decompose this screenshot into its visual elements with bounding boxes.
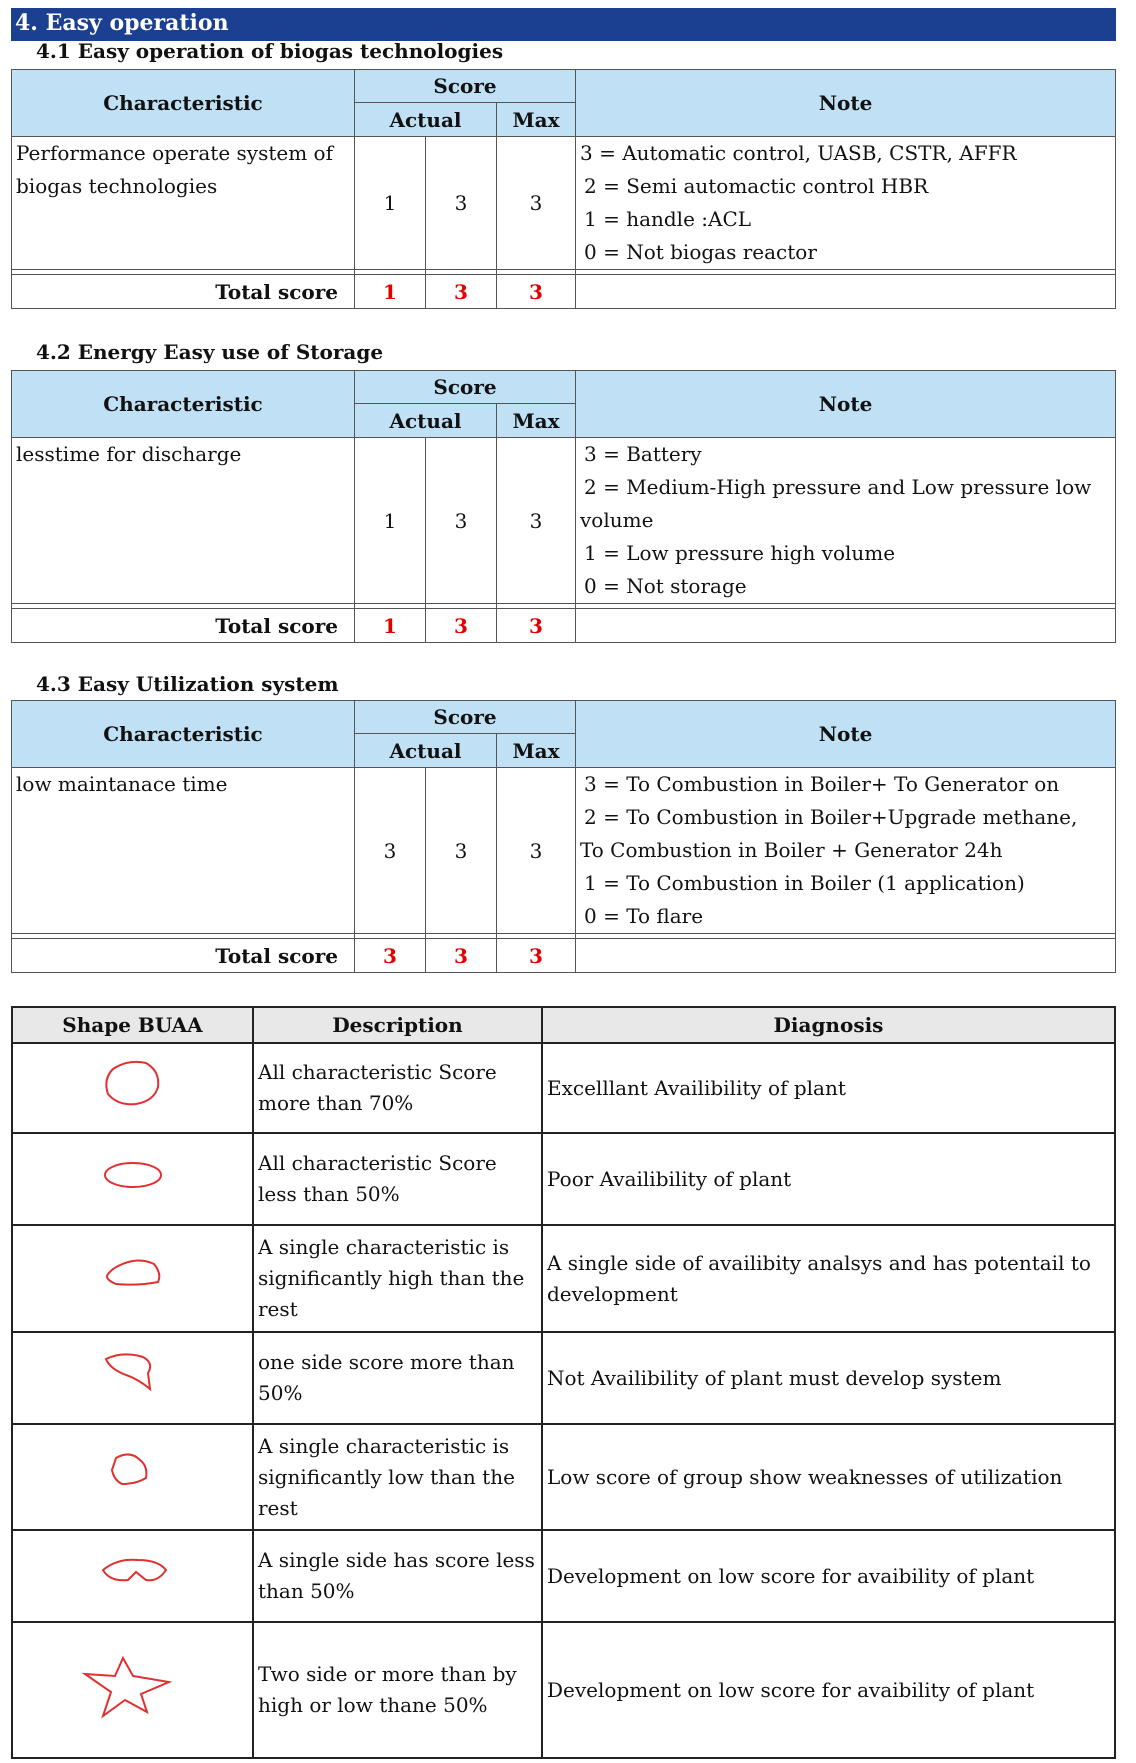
table-row	[12, 1332, 1115, 1424]
note-cell	[576, 137, 1116, 270]
total-value-1: 1	[355, 275, 426, 309]
total-value-3: 3	[497, 939, 576, 973]
note-cell	[576, 768, 1116, 934]
row-description: Two side or more than by high or low thane 50%	[253, 1622, 542, 1758]
note-line: 3 = Automatic control, UASB, CSTR, AFFR	[580, 141, 1017, 165]
score-table-4-1	[11, 69, 1116, 309]
row-value-3: 3	[497, 768, 576, 934]
row-characteristic: Performance operate system of biogas technologies	[12, 137, 355, 270]
row-description: A single characteristic is significantly high than the rest	[253, 1225, 542, 1332]
note-line: 2 = To Combustion in Boiler+Upgrade methane,	[584, 805, 1078, 829]
col-actual: Actual	[355, 734, 497, 768]
row-value-3: 3	[497, 438, 576, 604]
col-actual: Actual	[355, 103, 497, 137]
table-title-4-2: 4.2 Energy Easy use of Storage	[36, 340, 384, 364]
table-row	[12, 1622, 1115, 1758]
row-value-1: 1	[355, 137, 426, 270]
total-value-1: 1	[355, 609, 426, 643]
section-title: 4. Easy operation	[11, 8, 1116, 41]
pointed-blob-icon	[12, 1332, 253, 1424]
total-note-empty	[576, 275, 1116, 309]
score-table-4-3	[11, 700, 1116, 973]
col-max: Max	[497, 404, 576, 438]
table-title-4-3: 4.3 Easy Utilization system	[36, 672, 339, 696]
total-value-3: 3	[497, 609, 576, 643]
row-value-1: 1	[355, 438, 426, 604]
col-characteristic: Characteristic	[12, 371, 355, 438]
total-note-empty	[576, 609, 1116, 643]
total-value-2: 3	[426, 275, 497, 309]
star-icon	[12, 1622, 253, 1758]
note-line: 1 = To Combustion in Boiler (1 application)	[584, 871, 1025, 895]
note-line: 0 = Not biogas reactor	[584, 240, 817, 264]
note-line: 2 = Semi automactic control HBR	[584, 174, 929, 198]
table-title-4-1: 4.1 Easy operation of biogas technologies	[36, 39, 504, 63]
small-ellipse-icon	[12, 1133, 253, 1225]
table-row	[12, 1530, 1115, 1622]
total-note-empty	[576, 939, 1116, 973]
total-value-1: 3	[355, 939, 426, 973]
col-max: Max	[497, 734, 576, 768]
note-line: To Combustion in Boiler + Generator 24h	[580, 838, 1003, 862]
row-value-2: 3	[426, 137, 497, 270]
table-row	[12, 1133, 1115, 1225]
table-row	[12, 1225, 1115, 1332]
total-score-label: Total score	[12, 609, 355, 643]
col-description: Description	[253, 1007, 542, 1043]
large-circle-icon	[12, 1043, 253, 1133]
col-note: Note	[576, 701, 1116, 768]
row-description: A single side has score less than 50%	[253, 1530, 542, 1622]
row-diagnosis: A single side of availibity analsys and has potentail to development	[542, 1225, 1115, 1332]
col-max: Max	[497, 103, 576, 137]
row-diagnosis: Poor Availibility of plant	[542, 1133, 1115, 1225]
irregular-polygon-icon	[12, 1424, 253, 1530]
row-diagnosis: Development on low score for avaibility of plant	[542, 1622, 1115, 1758]
dented-ellipse-icon	[12, 1530, 253, 1622]
row-diagnosis: Development on low score for avaibility of plant	[542, 1530, 1115, 1622]
col-note: Note	[576, 70, 1116, 137]
row-diagnosis: Not Availibility of plant must develop system	[542, 1332, 1115, 1424]
note-line: volume	[580, 508, 654, 532]
table-row	[12, 1424, 1115, 1530]
col-score: Score	[355, 371, 576, 404]
row-value-3: 3	[497, 137, 576, 270]
row-description: All characteristic Score more than 70%	[253, 1043, 542, 1133]
row-description: All characteristic Score less than 50%	[253, 1133, 542, 1225]
row-value-2: 3	[426, 438, 497, 604]
total-score-label: Total score	[12, 939, 355, 973]
col-score: Score	[355, 70, 576, 103]
row-characteristic: low maintanace time	[12, 768, 355, 934]
skewed-blob-icon	[12, 1225, 253, 1332]
note-line: 3 = To Combustion in Boiler+ To Generator on	[584, 772, 1060, 796]
shape-buaa-table	[11, 1006, 1116, 1759]
note-line: 2 = Medium-High pressure and Low pressure low	[584, 475, 1092, 499]
col-score: Score	[355, 701, 576, 734]
note-line: 1 = handle :ACL	[584, 207, 752, 231]
total-value-3: 3	[497, 275, 576, 309]
total-value-2: 3	[426, 939, 497, 973]
col-diagnosis: Diagnosis	[542, 1007, 1115, 1043]
row-description: A single characteristic is significantly low than the rest	[253, 1424, 542, 1530]
col-shape: Shape BUAA	[12, 1007, 253, 1043]
col-note: Note	[576, 371, 1116, 438]
note-line: 0 = Not storage	[584, 574, 747, 598]
row-diagnosis: Low score of group show weaknesses of utilization	[542, 1424, 1115, 1530]
note-line: 3 = Battery	[584, 442, 702, 466]
table-row	[12, 1043, 1115, 1133]
row-value-2: 3	[426, 768, 497, 934]
row-diagnosis: Excelllant Availibility of plant	[542, 1043, 1115, 1133]
note-cell	[576, 438, 1116, 604]
note-line: 1 = Low pressure high volume	[584, 541, 896, 565]
col-characteristic: Characteristic	[12, 701, 355, 768]
score-table-4-2	[11, 370, 1116, 643]
total-value-2: 3	[426, 609, 497, 643]
row-value-1: 3	[355, 768, 426, 934]
total-score-label: Total score	[12, 275, 355, 309]
row-characteristic: lesstime for discharge	[12, 438, 355, 604]
row-description: one side score more than 50%	[253, 1332, 542, 1424]
col-actual: Actual	[355, 404, 497, 438]
col-characteristic: Characteristic	[12, 70, 355, 137]
note-line: 0 = To flare	[584, 904, 704, 928]
